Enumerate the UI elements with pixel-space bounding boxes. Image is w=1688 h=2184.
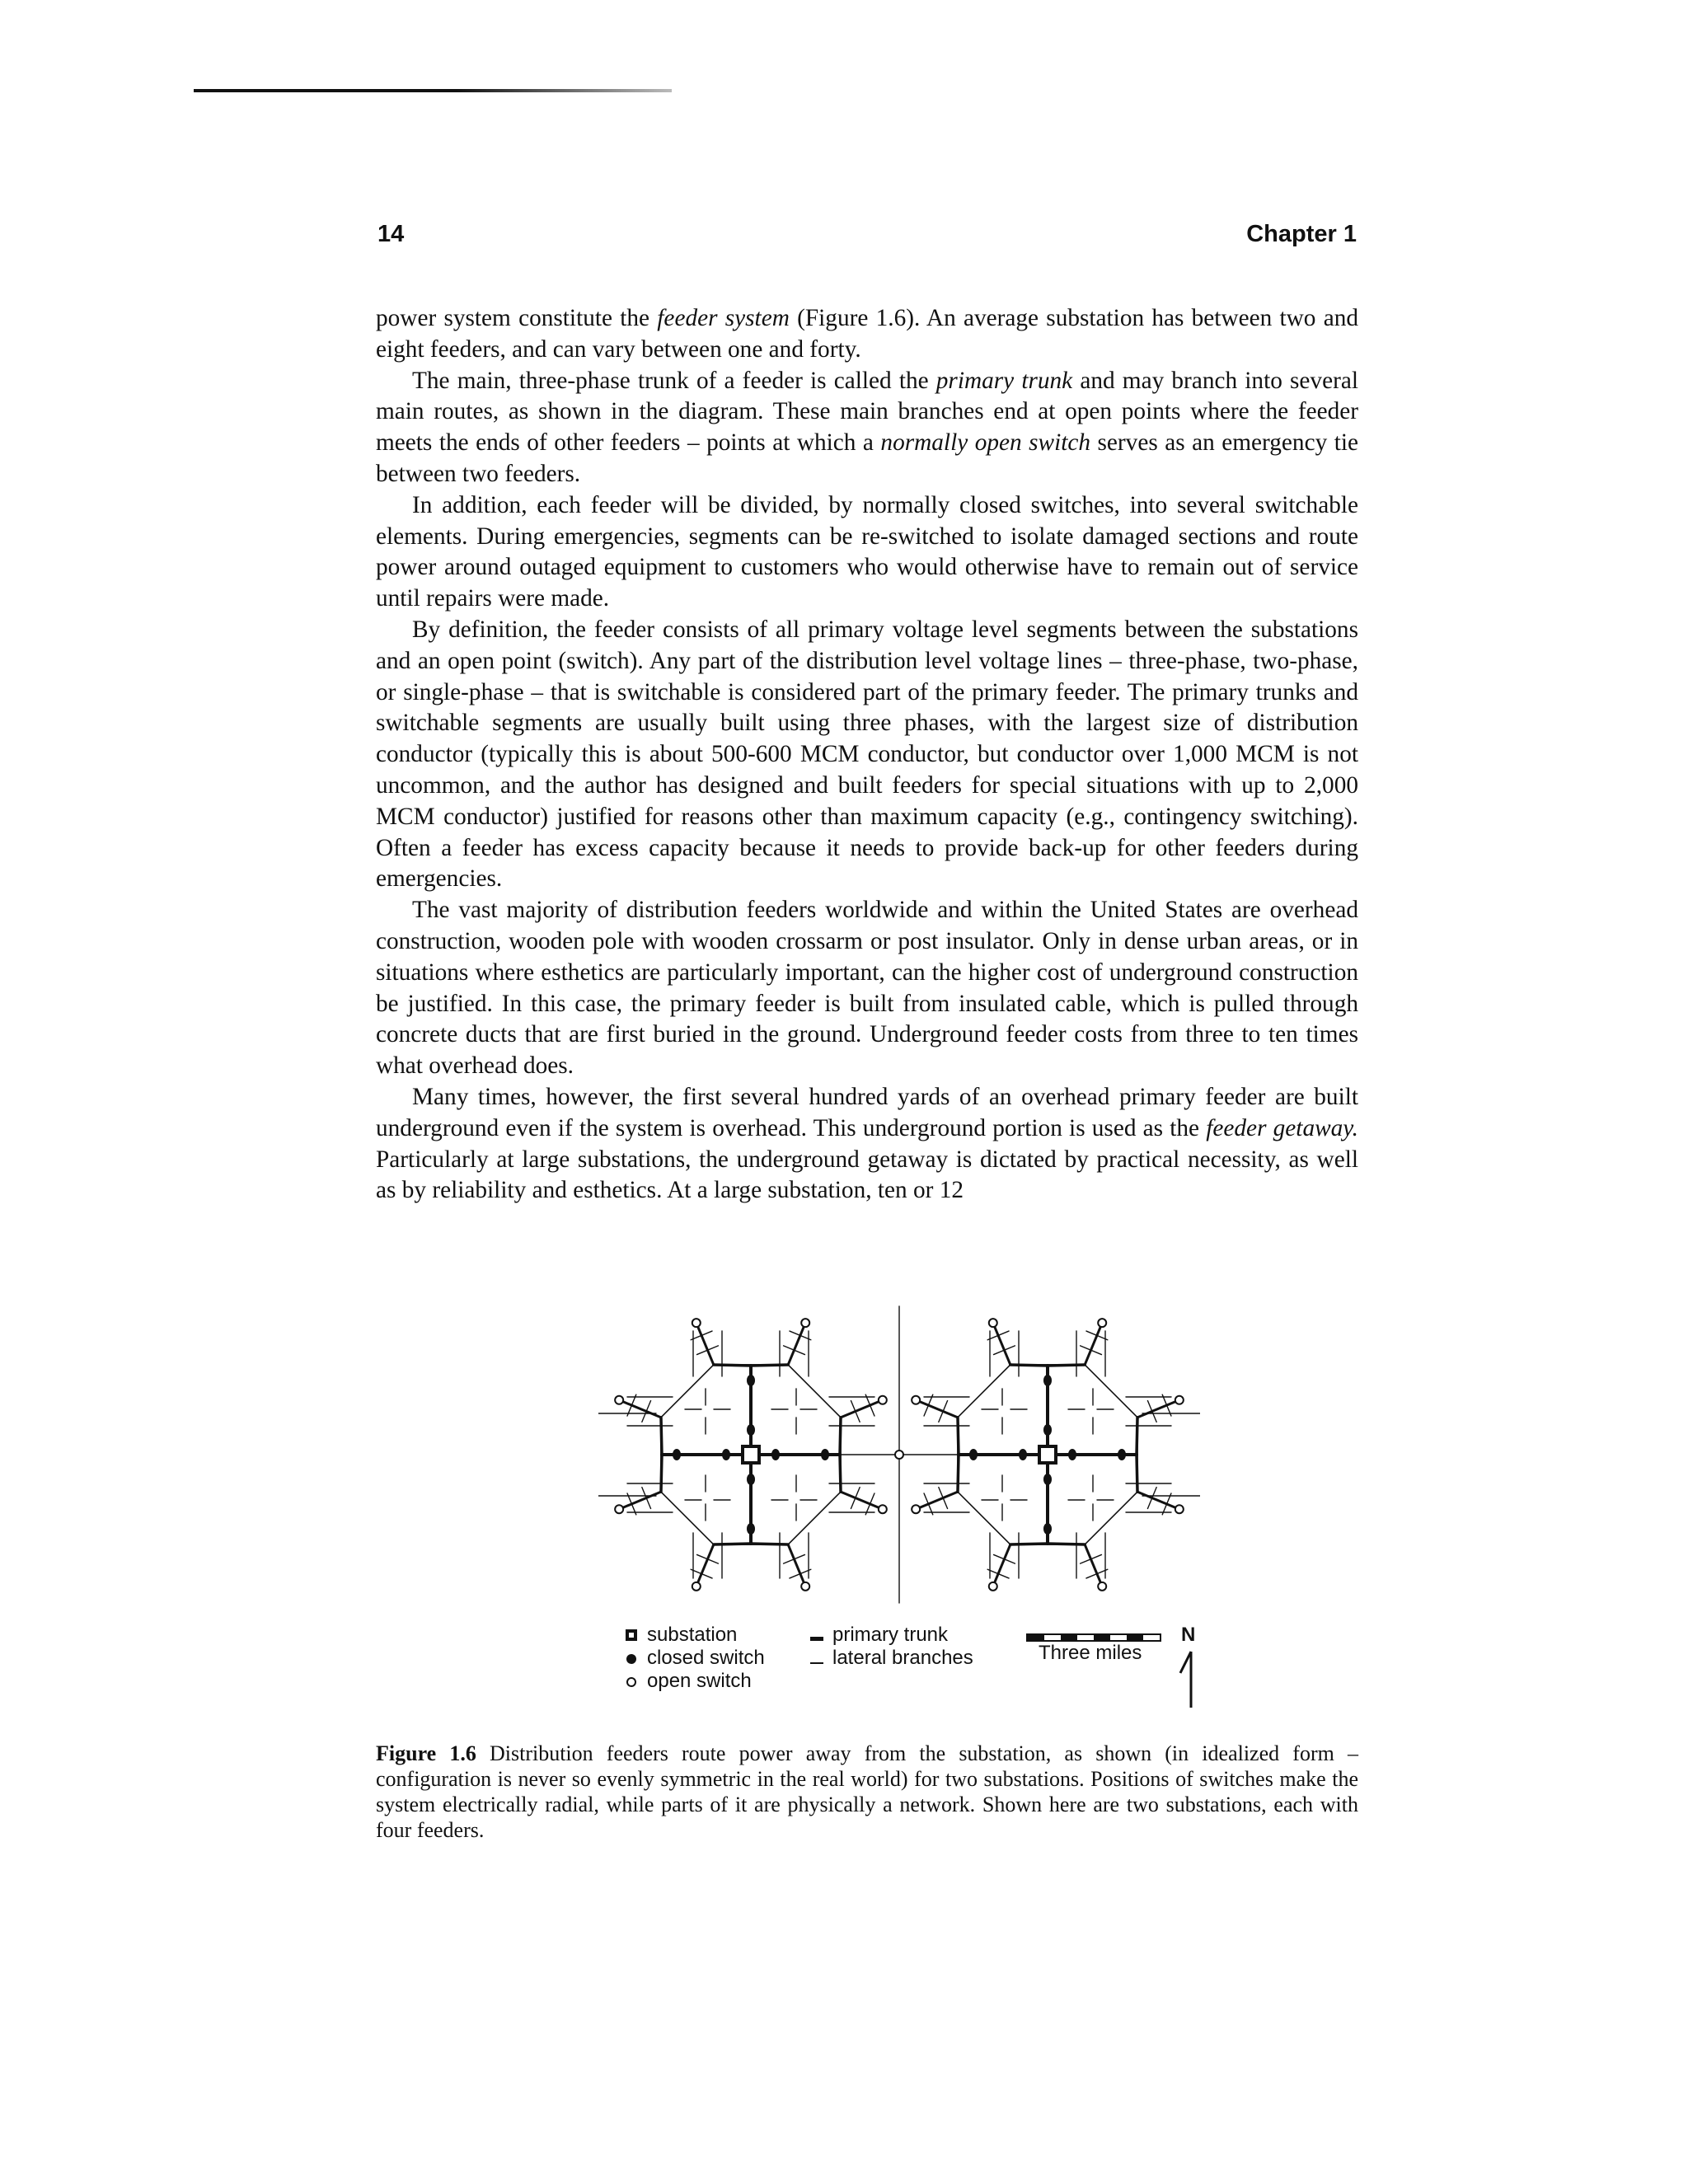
open-switch-icon xyxy=(626,1677,636,1687)
open-switch xyxy=(692,1319,701,1327)
paragraph-6: Many times, however, the first several hundred yards of an overhead primary feeder are built underground even if the system is overhead. This underground portion is used as the feeder getaway. Particularly at large substations, the underground getaway is dictated by practical necessity, as well as by reliability and esthetics. At a large substation, ten or 12 xyxy=(376,1083,1358,1204)
open-switch xyxy=(1098,1319,1106,1327)
open-switch xyxy=(1175,1505,1184,1513)
open-switch xyxy=(989,1582,997,1591)
primary-trunk xyxy=(788,1544,805,1586)
open-switch xyxy=(912,1505,920,1513)
chapter-title: Chapter 1 xyxy=(1246,221,1357,247)
closed-switch xyxy=(722,1449,730,1460)
closed-switch xyxy=(969,1449,978,1460)
primary-trunk xyxy=(1137,1492,1179,1509)
primary-trunk-icon xyxy=(810,1637,823,1641)
term-feeder-getaway: feeder getaway. xyxy=(1206,1114,1358,1141)
substation-icon xyxy=(626,1629,637,1641)
paragraph-5: The vast majority of distribution feeders worldwide and within the United States are overhead construction, wooden pole with wooden crossarm or post insulator. Only in dense urban areas, or in situations where esthetics are particularly important, can the higher cost of underground construction be justified. In this case, the primary feeder is built from insulated cable, which is pulled through concrete ducts that are first buried in the ground. Underground feeder costs from three to ten times what overhead does. xyxy=(376,897,1358,1080)
legend-substation: substation xyxy=(622,1624,765,1647)
open-switch xyxy=(801,1319,809,1327)
primary-trunk xyxy=(714,1365,751,1366)
figure-caption xyxy=(376,1741,1358,1843)
legend-col-2 xyxy=(808,1624,973,1670)
primary-trunk xyxy=(751,1365,788,1366)
open-switch xyxy=(615,1396,623,1404)
paragraph-3: In addition, each feeder will be divided, by normally closed switches, into several switchable elements. During emergencies, segments can be re-switched to isolate damaged sections and route power around outaged equipment to customers who would otherwise have to remain out of service until repairs were made. xyxy=(376,491,1358,612)
open-switch xyxy=(1098,1582,1106,1591)
primary-trunk xyxy=(841,1492,883,1509)
closed-switch xyxy=(1118,1449,1126,1460)
legend-primary-trunk: primary trunk xyxy=(808,1624,973,1647)
primary-trunk xyxy=(1085,1323,1102,1365)
open-switch xyxy=(912,1396,920,1404)
legend-open-switch: open switch xyxy=(622,1670,765,1693)
primary-trunk xyxy=(958,1418,959,1455)
substation xyxy=(1039,1446,1056,1463)
primary-trunk xyxy=(916,1400,958,1418)
closed-switch-icon xyxy=(626,1654,636,1664)
feeder-network-svg xyxy=(598,1290,1200,1624)
closed-switch xyxy=(1043,1523,1052,1535)
figure-legend xyxy=(622,1624,1199,1714)
figure-label: Figure 1.6 xyxy=(376,1741,476,1765)
term-primary-trunk: primary trunk xyxy=(935,367,1073,394)
primary-trunk xyxy=(841,1400,883,1418)
caption-text: Distribution feeders route power away from the substation, as shown (in idealized form – configuration is never so evenly symmetric in the real world) for two substations. Positions of switches make the system electrically radial, while parts of it are physically a network. Shown here are two substations, each with four feeders. xyxy=(376,1741,1358,1842)
closed-switch xyxy=(1019,1449,1027,1460)
closed-switch xyxy=(747,1523,755,1535)
primary-trunk xyxy=(1137,1400,1179,1418)
closed-switch xyxy=(821,1449,829,1460)
paragraph-4: By definition, the feeder consists of all primary voltage level segments between the substations and an open point (switch). Any part of the distribution level voltage lines – three-phase, two-phase, or single-phase – that is switchable is considered part of the primary feeder. The primary trunks and switchable segments are usually built using three phases, with the largest size of distribution conductor (typically this is about 500-600 MCM conductor, but conductor over 1,000 MCM is not uncommon, and the author has designed and built feeders for special situations with up to 2,000 MCM conductor) justified for reasons other than maximum capacity (e.g., contingency switching). Often a feeder has excess capacity because it needs to provide back-up for other feeders during emergencies. xyxy=(376,616,1358,893)
lateral-branch-icon xyxy=(810,1662,823,1664)
closed-switch xyxy=(1043,1474,1052,1485)
primary-trunk xyxy=(696,1323,714,1365)
page-number: 14 xyxy=(377,221,405,247)
primary-trunk xyxy=(1085,1544,1102,1586)
primary-trunk xyxy=(916,1492,958,1509)
running-head xyxy=(377,221,1357,254)
north-arrow-icon xyxy=(1176,1648,1201,1710)
open-switch xyxy=(692,1582,701,1591)
term-feeder-system: feeder system xyxy=(657,305,790,331)
closed-switch xyxy=(1043,1375,1052,1386)
primary-trunk xyxy=(1048,1365,1085,1366)
term-normally-open-switch: normally open switch xyxy=(880,429,1091,457)
open-switch xyxy=(879,1505,887,1513)
primary-trunk xyxy=(696,1544,714,1586)
primary-trunk xyxy=(840,1418,841,1455)
primary-trunk xyxy=(993,1544,1010,1586)
primary-trunk xyxy=(619,1400,661,1418)
primary-trunk xyxy=(661,1455,662,1492)
open-switch xyxy=(895,1451,903,1459)
scale-bar xyxy=(1026,1633,1161,1642)
legend-closed-switch: closed switch xyxy=(622,1647,765,1670)
primary-trunk xyxy=(1010,1365,1048,1366)
open-switch xyxy=(989,1319,997,1327)
legend-lateral-branches: lateral branches xyxy=(808,1647,973,1670)
legend-col-1 xyxy=(622,1624,765,1693)
closed-switch xyxy=(747,1375,755,1386)
closed-switch xyxy=(747,1424,755,1436)
closed-switch xyxy=(771,1449,780,1460)
open-switch xyxy=(801,1582,809,1591)
closed-switch xyxy=(1068,1449,1076,1460)
primary-trunk xyxy=(840,1455,841,1492)
open-switch xyxy=(879,1396,887,1404)
paragraph-1: power system constitute the feeder system (Figure 1.6). An average substation has between two and eight feeders, and can vary between one and forty. xyxy=(376,305,1358,363)
primary-trunk xyxy=(661,1418,662,1455)
substation xyxy=(743,1446,759,1463)
primary-trunk xyxy=(788,1323,805,1365)
feeder-diagram xyxy=(598,1290,1200,1624)
primary-trunk xyxy=(619,1492,661,1509)
scale-label: Three miles xyxy=(1039,1642,1142,1664)
closed-switch xyxy=(1043,1424,1052,1436)
open-switch xyxy=(615,1505,623,1513)
closed-switch xyxy=(747,1474,755,1485)
body-text xyxy=(376,303,1358,1207)
open-switch xyxy=(1175,1396,1184,1404)
paragraph-2: The main, three-phase trunk of a feeder is called the primary trunk and may branch into several main routes, as shown in the diagram. These main branches end at open points where the feeder meets the ends of other feeders – points at which a normally open switch serves as an emergency tie between two feeders. xyxy=(376,367,1358,487)
north-label: N xyxy=(1181,1624,1196,1646)
top-rule xyxy=(194,89,672,92)
closed-switch xyxy=(673,1449,681,1460)
primary-trunk xyxy=(993,1323,1010,1365)
primary-trunk xyxy=(958,1455,959,1492)
